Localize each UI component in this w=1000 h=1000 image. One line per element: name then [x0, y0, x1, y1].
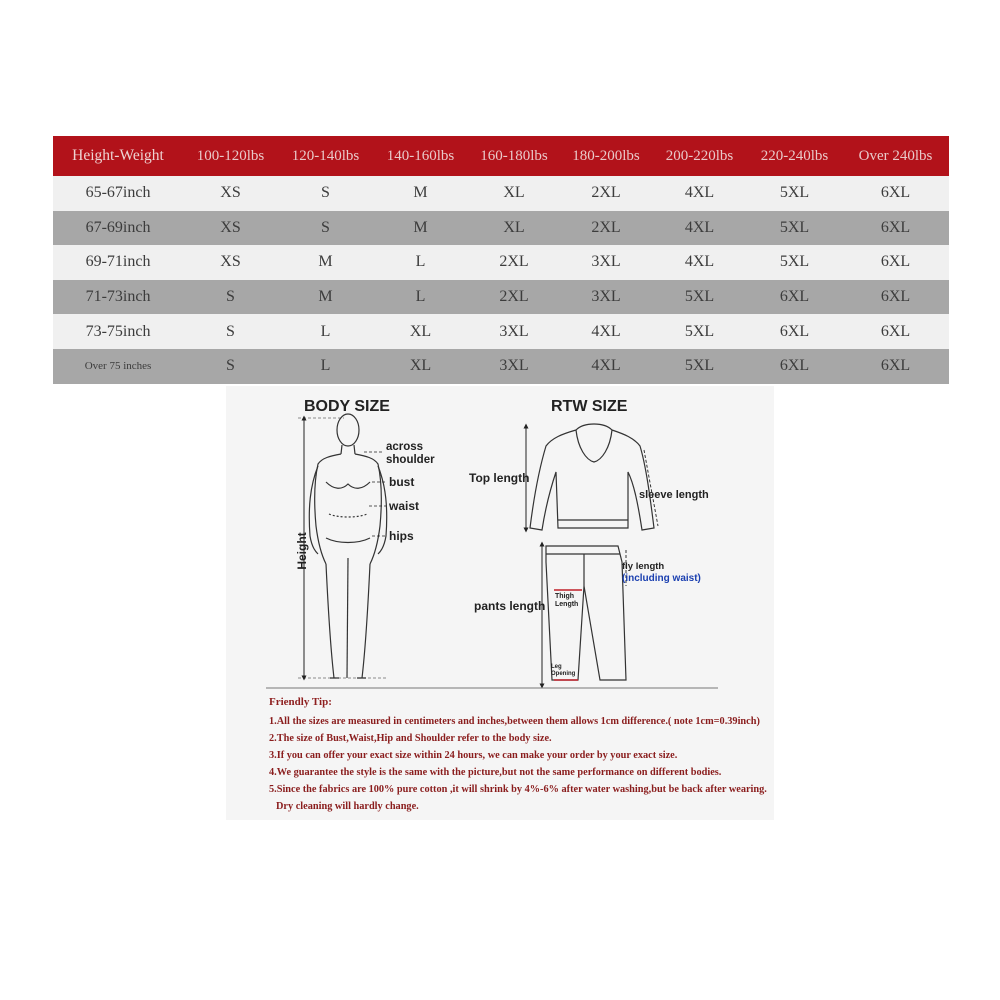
hips-label: hips — [389, 529, 414, 543]
size-cell: 4XL — [684, 218, 715, 236]
header-weight: 220-240lbs — [760, 147, 829, 164]
including-waist-label: (including waist) — [622, 573, 701, 584]
size-cell: 6XL — [779, 322, 810, 340]
size-chart-table — [53, 136, 949, 384]
header-weight: 180-200lbs — [572, 147, 640, 164]
row-height-label: 73-75inch — [85, 322, 151, 340]
size-cell: 2XL — [499, 288, 529, 306]
size-cell: M — [413, 218, 428, 236]
thigh-label: Thigh — [555, 593, 575, 600]
pants-icon — [546, 546, 626, 680]
size-cell: XL — [503, 184, 525, 202]
size-guide-panel — [226, 386, 774, 820]
sweatshirt-icon — [530, 424, 654, 530]
size-cell: 2XL — [591, 184, 621, 202]
size-cell: 4XL — [591, 322, 621, 340]
size-cell: XS — [220, 184, 241, 202]
waist-label: waist — [389, 499, 420, 513]
size-cell: S — [226, 288, 235, 306]
size-cell: 6XL — [880, 218, 911, 236]
table-row — [53, 349, 949, 384]
size-cell: 6XL — [779, 288, 810, 306]
row-height-label: 67-69inch — [85, 218, 151, 236]
size-cell: XS — [220, 218, 241, 236]
opening-label: Opening — [551, 671, 576, 677]
size-cell: 6XL — [880, 253, 911, 271]
rtw-size-title: RTW SIZE — [551, 398, 628, 415]
header-weight: Over 240lbs — [858, 147, 933, 164]
size-cell: 5XL — [684, 288, 715, 306]
size-cell: S — [321, 184, 330, 202]
size-cell: 6XL — [880, 357, 911, 375]
table-row — [53, 211, 949, 246]
size-cell: L — [415, 253, 426, 271]
size-cell: M — [318, 288, 333, 306]
size-cell: 5XL — [684, 357, 715, 375]
size-cell: 4XL — [684, 253, 715, 271]
row-height-label: 65-67inch — [85, 184, 151, 202]
table-row — [53, 245, 949, 280]
tip-item: 3.If you can offer your exact size within 24 hours, we can make your order by your exact size. — [269, 750, 678, 761]
fly-length-label: fly length — [622, 561, 665, 572]
size-cell: S — [226, 357, 235, 375]
size-guide-illustration — [226, 386, 774, 691]
size-cell: S — [226, 322, 235, 340]
sleeve-length-label: sleeve length — [639, 489, 709, 501]
header-weight: 200-220lbs — [665, 147, 734, 164]
size-cell: S — [321, 218, 330, 236]
size-cell: 6XL — [880, 288, 911, 306]
size-cell: XS — [220, 253, 241, 271]
size-cell: M — [318, 253, 333, 271]
size-cell: 6XL — [880, 184, 911, 202]
top-length-label: Top length — [469, 471, 530, 485]
size-cell: L — [320, 357, 331, 375]
size-cell: L — [320, 322, 331, 340]
size-cell: 4XL — [591, 357, 621, 375]
table-row — [53, 314, 949, 349]
height-label: Height — [295, 532, 309, 570]
size-cell: 3XL — [591, 288, 621, 306]
size-cell: M — [413, 184, 428, 202]
header-weight: 100-120lbs — [196, 147, 265, 164]
size-cell: 5XL — [779, 253, 810, 271]
size-cell: 4XL — [684, 184, 715, 202]
across-label: across — [386, 441, 424, 453]
size-cell: 2XL — [591, 218, 621, 236]
table-header-row — [53, 136, 949, 176]
row-height-label: Over 75 inches — [84, 360, 152, 373]
size-cell: XL — [503, 218, 525, 236]
row-height-label: 71-73inch — [85, 288, 151, 306]
tip-item: Dry cleaning will hardly change. — [276, 801, 419, 812]
size-cell: 5XL — [684, 322, 715, 340]
size-cell: 2XL — [499, 253, 529, 271]
size-cell: 3XL — [499, 357, 529, 375]
size-cell: 3XL — [499, 322, 529, 340]
bust-label: bust — [389, 475, 415, 489]
size-cell: XL — [409, 357, 432, 375]
table-row — [53, 280, 949, 315]
tip-item: 4.We guarantee the style is the same with the picture,but not the same performance on different bodies. — [269, 767, 722, 778]
tip-item: 2.The size of Bust,Waist,Hip and Shoulder refer to the body size. — [269, 733, 552, 744]
size-cell: 3XL — [591, 253, 621, 271]
header-height-weight: Height-Weight — [72, 147, 164, 164]
size-cell: XL — [409, 322, 432, 340]
pants-length-label: pants length — [474, 599, 546, 613]
row-height-label: 69-71inch — [85, 253, 151, 271]
tip-item: 1.All the sizes are measured in centimeters and inches,between them allows 1cm difference.( note 1cm=0.39inch) — [269, 716, 760, 727]
header-weight: 140-160lbs — [386, 147, 455, 164]
thigh-length-label: Length — [555, 601, 579, 608]
friendly-tip-title: Friendly Tip: — [269, 696, 332, 708]
size-cell: 5XL — [779, 184, 810, 202]
size-cell: 6XL — [880, 322, 911, 340]
tip-item: 5.Since the fabrics are 100% pure cotton ,it will shrink by 4%-6% after water washing,but be back after wearing. — [269, 784, 767, 795]
body-figure-icon — [309, 414, 386, 678]
size-cell: 5XL — [779, 218, 810, 236]
shoulder-label: shoulder — [386, 454, 435, 466]
friendly-tip-list — [269, 713, 769, 815]
leg-label: Leg — [551, 664, 562, 670]
body-size-title: BODY SIZE — [304, 398, 390, 415]
header-weight: 120-140lbs — [291, 147, 360, 164]
size-cell: 6XL — [779, 357, 810, 375]
table-row — [53, 176, 949, 211]
header-weight: 160-180lbs — [480, 147, 548, 164]
size-cell: L — [415, 288, 426, 306]
